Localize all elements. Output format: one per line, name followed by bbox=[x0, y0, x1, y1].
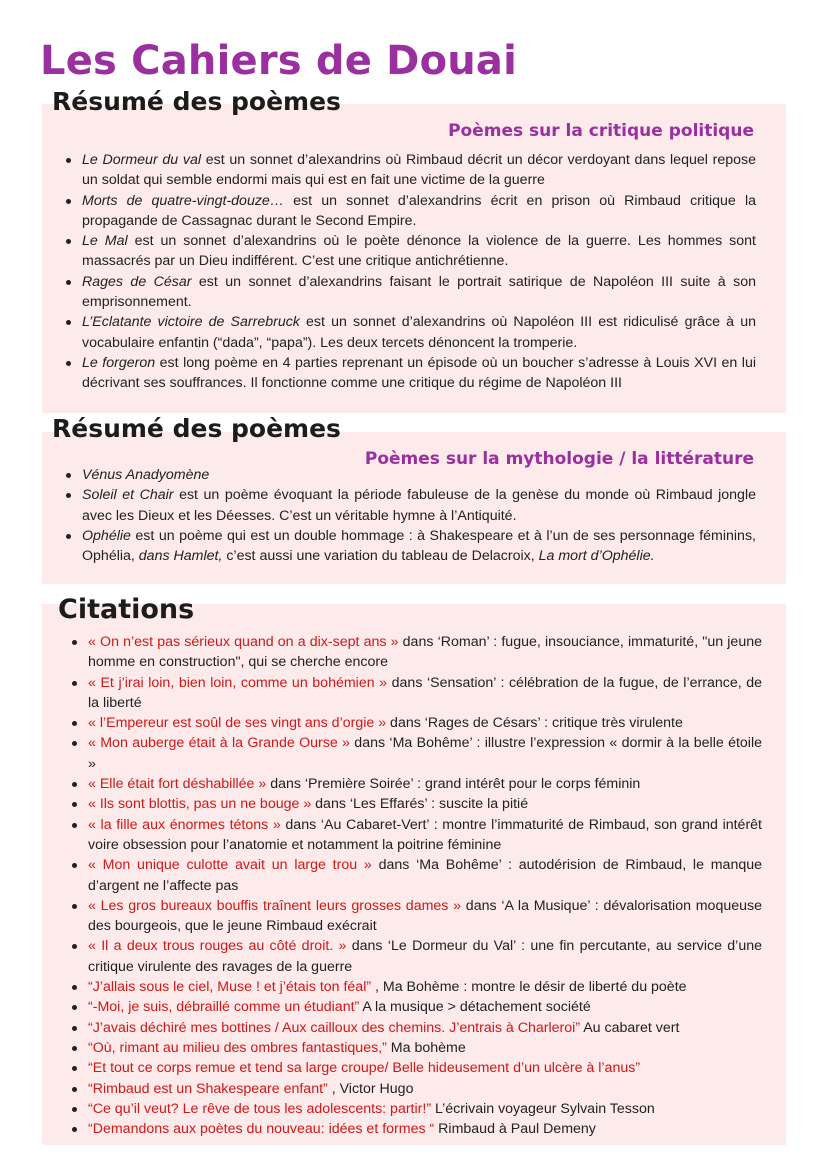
quote-text: “J’avais déchiré mes bottines / Aux cailloux des chemins. J’entrais à Charleroi” bbox=[88, 1019, 581, 1036]
list-item bbox=[72, 1079, 762, 1099]
poem-title: Soleil et Chair bbox=[82, 487, 174, 504]
list-item bbox=[72, 997, 762, 1017]
list-item bbox=[72, 1018, 762, 1038]
quote-comment: dans ‘Première Soirée’ : grand intérêt pour le corps féminin bbox=[266, 776, 641, 793]
quote-text: « Mon unique culotte avait un large trou » bbox=[88, 857, 372, 874]
quote-text: “-Moi, je suis, débraillé comme un étudiant” bbox=[88, 999, 360, 1016]
quote-text: « l’Empereur est soûl de ses vingt ans d’orgie » bbox=[88, 715, 387, 732]
quote-comment: Rimbaud à Paul Demeny bbox=[434, 1121, 596, 1138]
list-item bbox=[72, 1099, 762, 1119]
list-item bbox=[72, 1038, 762, 1058]
list-item bbox=[72, 936, 762, 977]
poem-title: Le Dormeur du val bbox=[82, 152, 202, 168]
list-item bbox=[72, 1058, 762, 1078]
quote-comment: , Victor Hugo bbox=[327, 1080, 414, 1097]
poem-description: est un sonnet d’alexandrins où Napoléon III est ridiculisé grâce à un vocabulaire enfantin (“dada”, “papa”). Les deux tercets dénoncent la tromperie. bbox=[82, 314, 756, 351]
quote-text: “Ce qu’il veut? Le rêve de tous les adolescents: partir!” bbox=[88, 1100, 432, 1117]
poem-title: L’Eclatante victoire de Sarrebruck bbox=[82, 314, 300, 331]
quote-comment: , Ma Bohème : montre le désir de liberté du poète bbox=[371, 979, 687, 996]
list-item bbox=[72, 794, 762, 814]
list-item bbox=[72, 673, 762, 714]
quote-comment: dans ‘Roman’ : fugue, insouciance, immaturité, "un jeune homme en construction", qui se cherche encore bbox=[88, 634, 762, 671]
list-item bbox=[66, 353, 756, 394]
painting-title: La mort d’Ophélie. bbox=[538, 548, 655, 565]
quote-text: « Elle était fort déshabillée » bbox=[88, 776, 267, 793]
quote-text: « Il a deux trous rouges au côté droit. » bbox=[88, 938, 347, 955]
quote-text: « Mon auberge était à la Grande Ourse » bbox=[88, 735, 350, 752]
quote-text: « Les gros bureaux bouffis traînent leurs grosses dames » bbox=[88, 897, 462, 914]
poem-title: Vénus Anadyomène bbox=[82, 467, 210, 483]
quote-comment: dans ‘Au Cabaret-Vert’ : montre l’immaturité de Rimbaud, son grand intérêt voire obsession pour l’anatomie et notamment la poitrine féminine bbox=[88, 816, 763, 853]
quote-comment: L’écrivain voyageur Sylvain Tesson bbox=[431, 1100, 655, 1117]
poem-description: c’est aussi une variation du tableau de Delacroix, bbox=[222, 548, 539, 565]
poem-description: est un sonnet d’alexandrins écrit en prison où Rimbaud critique la propagande de Cassagnac durant le Second Empire. bbox=[82, 192, 756, 229]
list-item bbox=[66, 485, 756, 526]
quote-comment: dans ‘Rages de Césars’ : critique très virulente bbox=[386, 715, 683, 732]
quote-text: « Ils sont blottis, pas un ne bouge » bbox=[88, 796, 312, 813]
quote-text: “Où, rimant au milieu des ombres fantastiques,” bbox=[88, 1039, 387, 1056]
page-title: Les Cahiers de Douai bbox=[40, 38, 518, 84]
poem-title: Rages de César bbox=[82, 273, 192, 290]
list-item bbox=[72, 632, 762, 673]
section-heading-summary-2: Résumé des poèmes bbox=[52, 414, 341, 443]
list-item bbox=[72, 896, 762, 937]
list-item bbox=[66, 526, 756, 567]
list-item bbox=[72, 815, 762, 856]
poem-description: est un sonnet d’alexandrins faisant le portrait satirique de Napoléon III suite à son emprisonnement. bbox=[82, 273, 756, 311]
quote-comment: dans ‘Sensation’ : célébration de la fugue, de l’errance, de la liberté bbox=[88, 674, 763, 711]
quote-text: “J’allais sous le ciel, Muse ! et j’étais ton féal” bbox=[88, 979, 372, 996]
list-item bbox=[72, 1119, 762, 1139]
poem-title: Le Mal bbox=[82, 233, 128, 250]
quote-comment: A la musique > détachement société bbox=[359, 999, 591, 1016]
quote-text: « Et j’irai loin, bien loin, comme un bohémien » bbox=[88, 674, 388, 691]
list-item bbox=[66, 312, 756, 353]
poem-description: est un poème évoquant la période fabuleuse de la genèse du monde où Rimbaud jongle avec les Dieux et les Déesses. C’est un véritable hymne à l’Antiquité. bbox=[82, 487, 756, 524]
quote-comment: Ma bohème bbox=[386, 1039, 466, 1056]
poem-description: est un poème qui est un double hommage : à Shakespeare et à l’un de ses personnage féminins, Ophélia, bbox=[82, 527, 756, 565]
quotes-list bbox=[72, 632, 762, 1139]
poem-title: Ophélie bbox=[82, 527, 131, 544]
section-heading-quotes: Citations bbox=[58, 594, 195, 625]
political-poems-list bbox=[66, 150, 756, 394]
quote-text: “Et tout ce corps remue et tend sa large croupe/ Belle hideusement d’un ulcère à l’anus” bbox=[88, 1060, 641, 1077]
quote-comment: dans ‘Ma Bohême’ : illustre l’expression « dormir à la belle étoile » bbox=[88, 735, 763, 772]
quote-text: « On n’est pas sérieux quand on a dix-sept ans » bbox=[88, 634, 399, 650]
quote-text: « la fille aux énormes tétons » bbox=[88, 816, 281, 833]
list-item bbox=[66, 231, 756, 272]
quote-comment: dans ‘A la Musique’ : dévalorisation moqueuse des bourgeois, que le jeune Rimbaud exécrait bbox=[88, 897, 762, 935]
quote-comment: dans ‘Ma Bohême’ : autodérision de Rimbaud, le manque d’argent ne l’affecte pas bbox=[88, 857, 763, 894]
italic-text: dans Hamlet, bbox=[138, 548, 223, 565]
quote-comment: Au cabaret vert bbox=[580, 1019, 680, 1036]
poem-description: est un sonnet d’alexandrins où Rimbaud décrit un décor verdoyant dans lequel repose un soldat qui semble endormi mais qui est en fait une victime de la guerre bbox=[82, 152, 756, 189]
list-item bbox=[66, 272, 756, 313]
poem-title: Le forgeron bbox=[82, 354, 156, 371]
subheading-political: Poèmes sur la critique politique bbox=[448, 121, 754, 141]
list-item bbox=[72, 733, 762, 774]
list-item bbox=[66, 150, 756, 191]
list-item bbox=[72, 774, 762, 794]
quote-comment: dans ‘Les Effarés’ : suscite la pitié bbox=[311, 796, 529, 813]
list-item bbox=[66, 465, 756, 485]
mythology-poems-list bbox=[66, 465, 756, 566]
list-item bbox=[72, 977, 762, 997]
list-item bbox=[72, 713, 762, 733]
poem-description: est long poème en 4 parties reprenant un épisode où un boucher s’adresse à Louis XVI en lui décrivant ses souffrances. Il fonctionne comme une critique du régime de Napoléon III bbox=[82, 354, 756, 392]
quote-text: “Rimbaud est un Shakespeare enfant” bbox=[88, 1080, 328, 1097]
list-item bbox=[66, 191, 756, 232]
poem-description: est un sonnet d’alexandrins où le poète dénonce la violence de la guerre. Les hommes sont massacrés par un Dieu indifférent. C’est une critique antichrétienne. bbox=[82, 233, 756, 270]
quote-text: “Demandons aux poètes du nouveau: idées et formes “ bbox=[88, 1121, 435, 1138]
section-heading-summary: Résumé des poèmes bbox=[52, 87, 341, 116]
poem-title: Morts de quatre-vingt-douze… bbox=[82, 192, 285, 209]
quote-comment: dans ‘Le Dormeur du Val’ : une fin percutante, au service d’une critique virulente des ravages de la guerre bbox=[88, 938, 762, 975]
subheading-mythology: Poèmes sur la mythologie / la littérature bbox=[364, 449, 754, 469]
list-item bbox=[72, 855, 762, 896]
